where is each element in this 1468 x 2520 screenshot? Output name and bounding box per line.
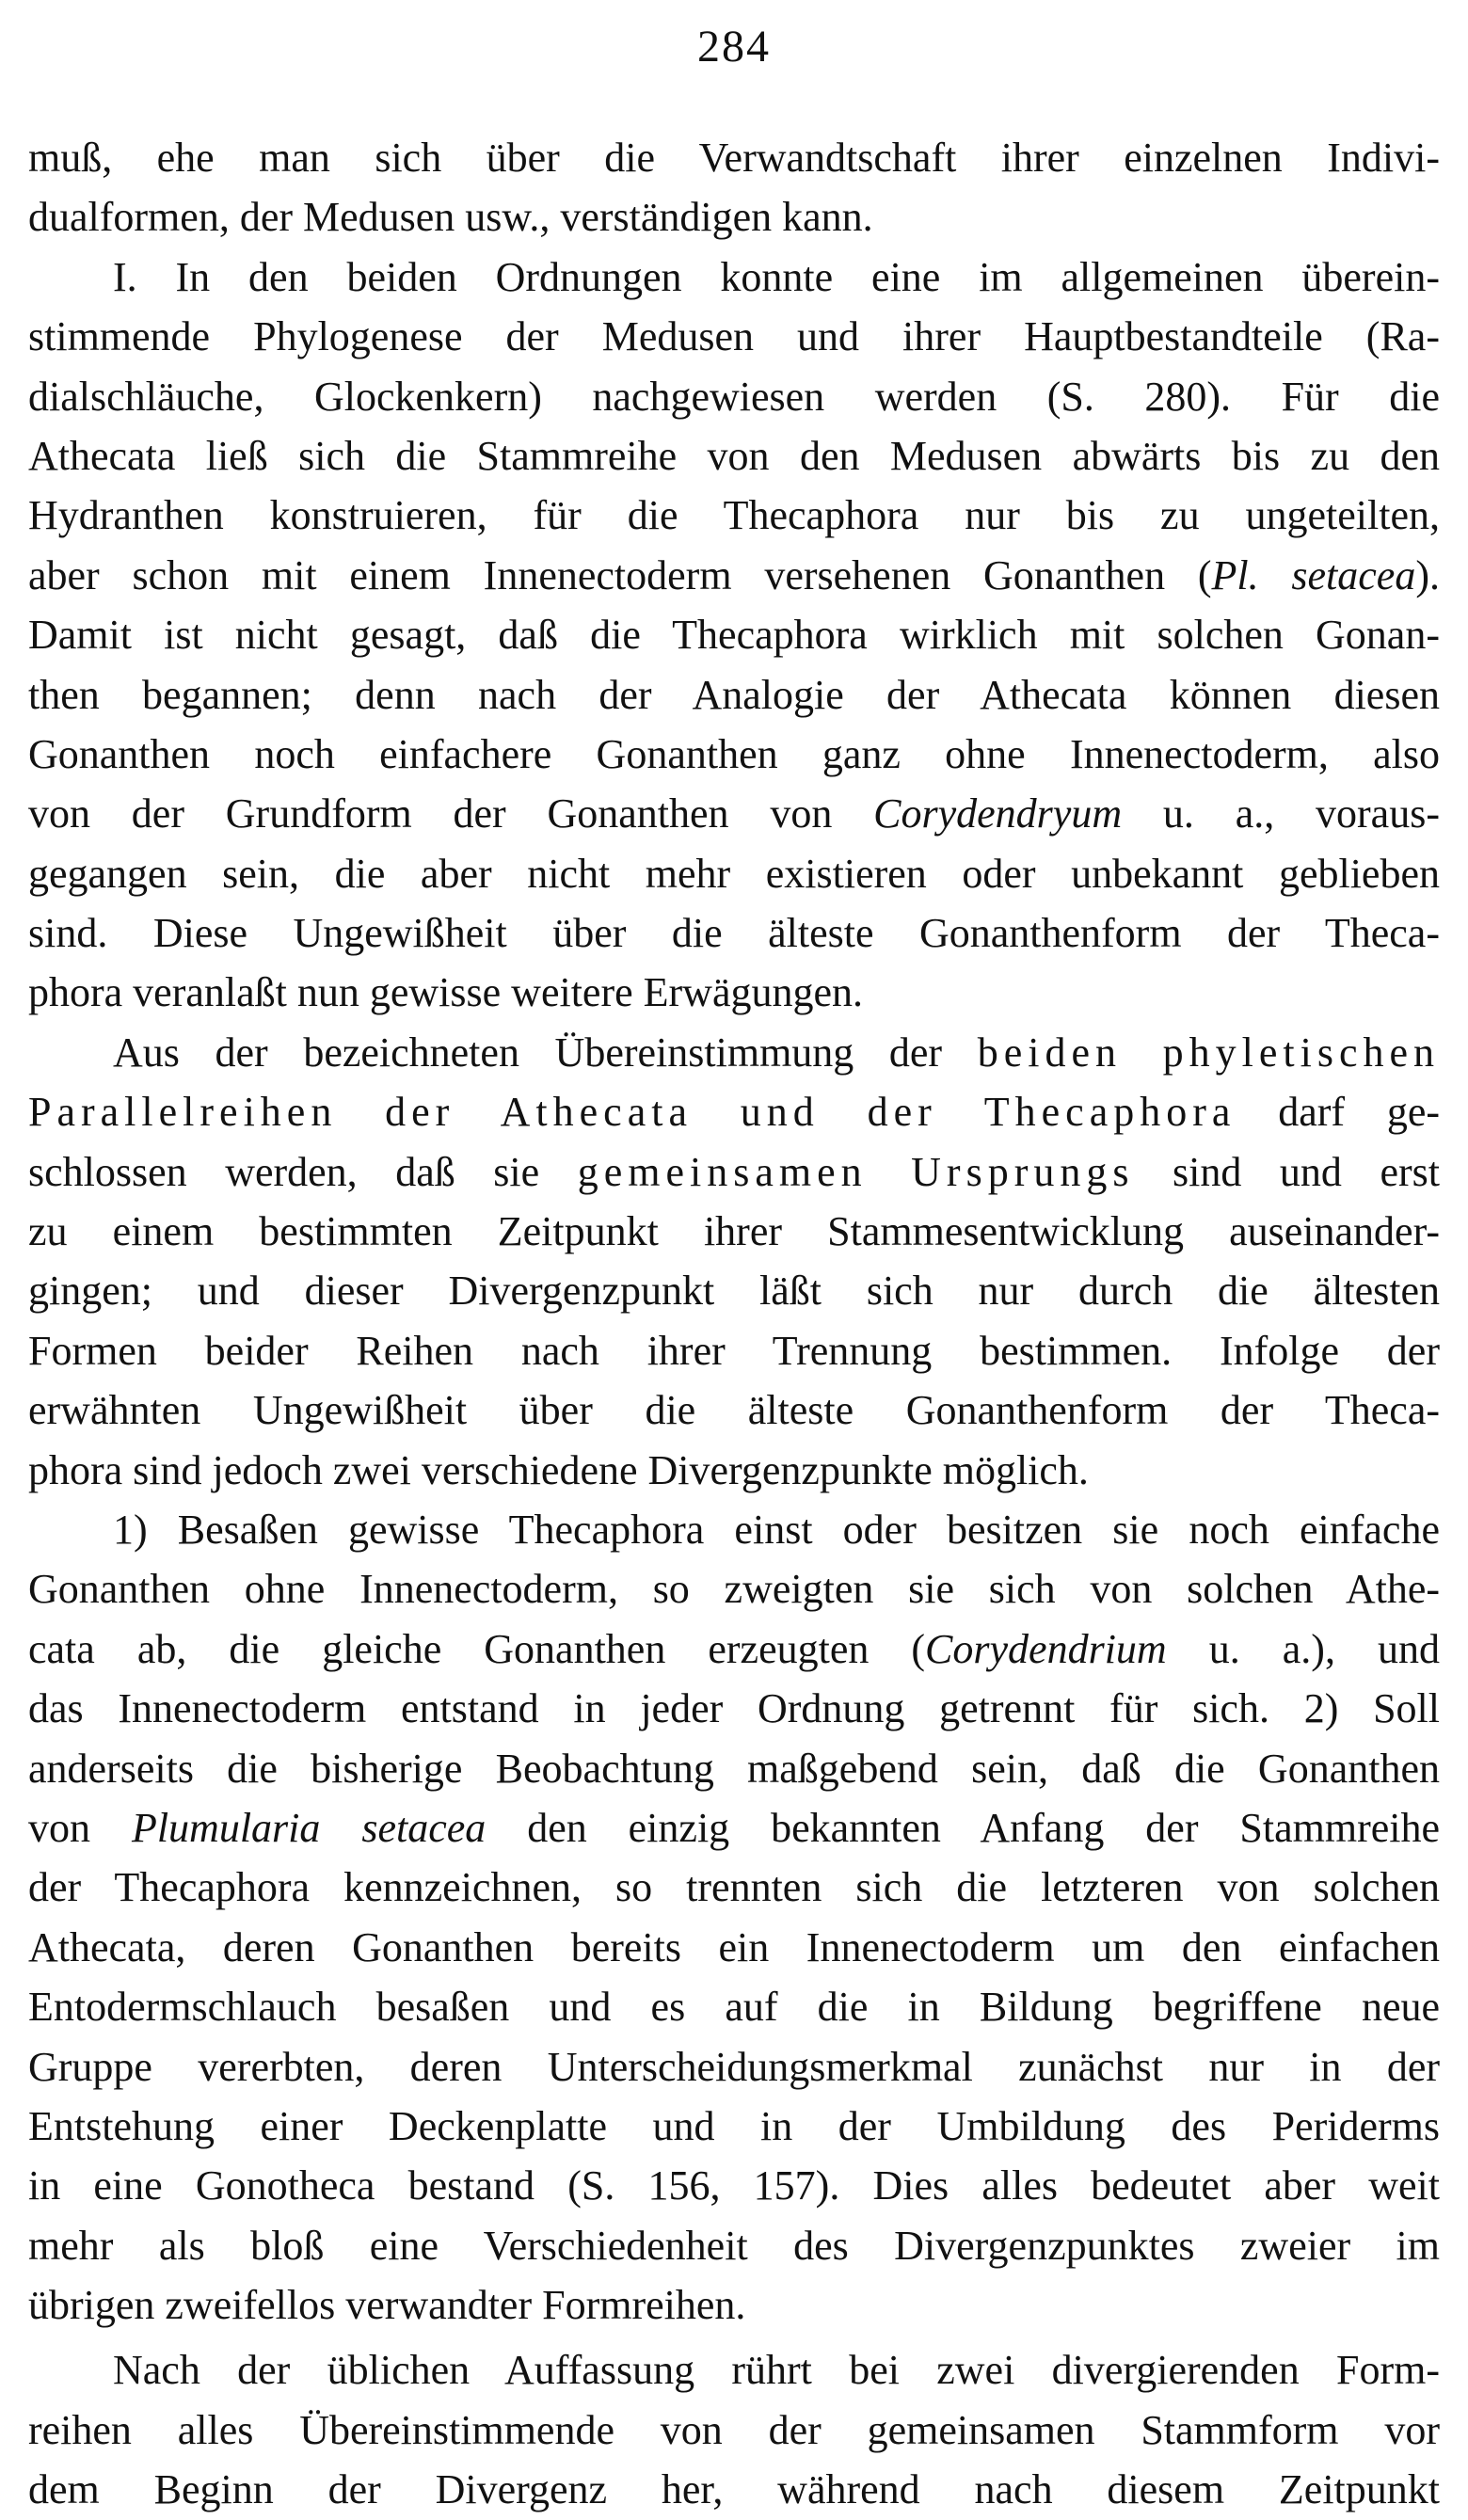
text-line	[28, 1918, 1440, 1977]
text-line	[28, 1679, 1440, 1738]
text-segment: Aus der bezeichneten Übereinstimmung der	[113, 1029, 978, 1076]
italic-text: Plumularia setacea	[131, 1804, 487, 1851]
text-line	[28, 2037, 1440, 2097]
text-line	[28, 1082, 1440, 1141]
text-segment: u. a., voraus-	[1122, 790, 1440, 837]
text-segment: gingen; und dieser Divergenzpunkt läßt sich nur durch die ältesten	[28, 1268, 1440, 1315]
text-segment: cata ab, die gleiche Gonanthen erzeugten (	[28, 1625, 926, 1672]
text-line	[28, 1500, 1440, 1559]
text-line	[28, 247, 1440, 307]
text-line	[28, 2340, 1440, 2400]
text-segment: von der Grundform der Gonanthen von	[28, 790, 874, 837]
text-segment: in eine Gonotheca bestand (S. 156, 157). Dies alles bedeutet aber weit	[28, 2162, 1440, 2209]
text-line	[28, 1858, 1440, 1917]
text-line	[28, 665, 1440, 725]
text-line	[28, 903, 1440, 963]
text-segment: sind. Diese Ungewißheit über die älteste Gonanthenform der Theca-	[28, 910, 1440, 957]
text-segment: zu einem bestimmten Zeitpunkt ihrer Stammesentwicklung auseinander-	[28, 1208, 1440, 1255]
text-segment: von	[28, 1804, 132, 1851]
text-line	[28, 187, 1440, 247]
text-segment: der Thecaphora kennzeichnen, so trennten sich die letzteren von solchen	[28, 1864, 1440, 1911]
text-line	[28, 1202, 1440, 1261]
text-segment: gegangen sein, die aber nicht mehr existieren oder unbekannt geblieben	[28, 850, 1440, 897]
text-segment: Athecata, deren Gonanthen bereits ein Innenectoderm um den einfachen	[28, 1923, 1440, 1970]
text-line	[28, 2460, 1440, 2519]
text-line	[28, 1380, 1440, 1440]
text-segment: Athecata ließ sich die Stammreihe von den Medusen abwärts bis zu den	[28, 432, 1440, 479]
body-text	[28, 128, 1440, 2520]
text-line	[28, 1619, 1440, 1679]
text-line	[28, 1441, 1440, 1500]
text-segment: mehr als bloß eine Verschiedenheit des Divergenzpunktes zweier im	[28, 2222, 1440, 2269]
text-line	[28, 1559, 1440, 1619]
spaced-emphasis-text: beiden phyletischen	[977, 1029, 1440, 1076]
text-line	[28, 725, 1440, 784]
text-line	[28, 486, 1440, 545]
text-line	[28, 2156, 1440, 2215]
text-line	[28, 784, 1440, 843]
text-segment: Entodermschlauch besaßen und es auf die in Bildung begriffene neue	[28, 1984, 1440, 2031]
text-line	[28, 2400, 1440, 2460]
text-segment: reihen alles Übereinstimmende von der gemeinsamen Stammform vor	[28, 2406, 1440, 2453]
text-segment: stimmende Phylogenese der Medusen und ihrer Hauptbestandteile (Ra-	[28, 313, 1440, 360]
text-line	[28, 1739, 1440, 1798]
italic-text: Corydendrium	[925, 1625, 1167, 1672]
text-segment: Gonanthen ohne Innenectoderm, so zweigten sie sich von solchen Athe-	[28, 1566, 1440, 1613]
text-segment: 1) Besaßen gewisse Thecaphora einst oder besitzen sie noch einfache	[113, 1506, 1440, 1553]
text-segment: I. In den beiden Ordnungen konnte eine im allgemeinen überein-	[113, 253, 1440, 300]
text-line	[28, 2097, 1440, 2156]
text-segment: muß, ehe man sich über die Verwandtschaft ihrer einzelnen Indivi-	[28, 135, 1440, 181]
text-segment: Entstehung einer Deckenplatte und in der Umbildung des Periderms	[28, 2102, 1440, 2149]
text-segment: Gruppe vererbten, deren Unterscheidungsmerkmal zunächst nur in der	[28, 2043, 1440, 2090]
text-segment: Nach der üblichen Auffassung rührt bei zwei divergierenden Form-	[113, 2347, 1440, 2394]
spaced-emphasis-text: Parallelreihen der Athecata und der Thecaphora	[28, 1089, 1237, 1136]
text-segment: schlossen werden, daß sie	[28, 1148, 578, 1195]
text-segment: erwähnten Ungewißheit über die älteste Gonanthenform der Theca-	[28, 1387, 1440, 1434]
text-line	[28, 426, 1440, 486]
spaced-emphasis-text: gemeinsamen Ursprungs	[577, 1148, 1135, 1195]
text-segment: den einzig bekannten Anfang der Stammreihe	[486, 1804, 1440, 1851]
text-line	[28, 128, 1440, 187]
text-segment: dialschläuche, Glockenkern) nachgewiesen werden (S. 280). Für die	[28, 373, 1440, 420]
italic-text: Corydendryum	[873, 790, 1123, 837]
text-line	[28, 367, 1440, 426]
text-line	[28, 1261, 1440, 1320]
text-segment: darf ge-	[1236, 1089, 1440, 1136]
text-segment: phora veranlaßt nun gewisse weitere Erwägungen.	[28, 969, 864, 1016]
text-segment: dualformen, der Medusen usw., verständigen kann.	[28, 194, 873, 241]
text-segment: u. a.), und	[1166, 1625, 1440, 1672]
text-line	[28, 546, 1440, 605]
text-segment: Damit ist nicht gesagt, daß die Thecaphora wirklich mit solchen Gonan-	[28, 612, 1440, 659]
italic-text: Pl. setacea	[1211, 551, 1416, 598]
text-line	[28, 1798, 1440, 1858]
text-segment: das Innenectoderm entstand in jeder Ordnung getrennt für sich. 2) Soll	[28, 1685, 1440, 1732]
text-segment: Formen beider Reihen nach ihrer Trennung bestimmen. Infolge der	[28, 1327, 1440, 1374]
text-line	[28, 1977, 1440, 2036]
text-segment: dem Beginn der Divergenz her, während nach diesem Zeitpunkt	[28, 2466, 1440, 2513]
text-line	[28, 605, 1440, 664]
text-line	[28, 1023, 1440, 1082]
text-line	[28, 1321, 1440, 1380]
text-segment: then begannen; denn nach der Analogie der Athecata können diesen	[28, 671, 1440, 718]
text-segment: aber schon mit einem Innenectoderm versehenen Gonanthen (	[28, 551, 1212, 598]
text-line	[28, 307, 1440, 366]
text-segment: Gonanthen noch einfachere Gonanthen ganz ohne Innenectoderm, also	[28, 730, 1440, 777]
text-segment: anderseits die bisherige Beobachtung maßgebend sein, daß die Gonanthen	[28, 1745, 1440, 1792]
page-number: 284	[697, 22, 771, 72]
text-line	[28, 2275, 1440, 2335]
text-segment: ).	[1415, 551, 1440, 598]
text-segment: phora sind jedoch zwei verschiedene Divergenzpunkte möglich.	[28, 1446, 1089, 1493]
text-line	[28, 1142, 1440, 1202]
text-line	[28, 2216, 1440, 2275]
text-segment: sind und erst	[1134, 1148, 1440, 1195]
text-line	[28, 844, 1440, 903]
text-line	[28, 963, 1440, 1022]
text-segment: übrigen zweifellos verwandter Formreihen.	[28, 2282, 746, 2329]
text-segment: Hydranthen konstruieren, für die Thecaphora nur bis zu ungeteilten,	[28, 492, 1440, 539]
